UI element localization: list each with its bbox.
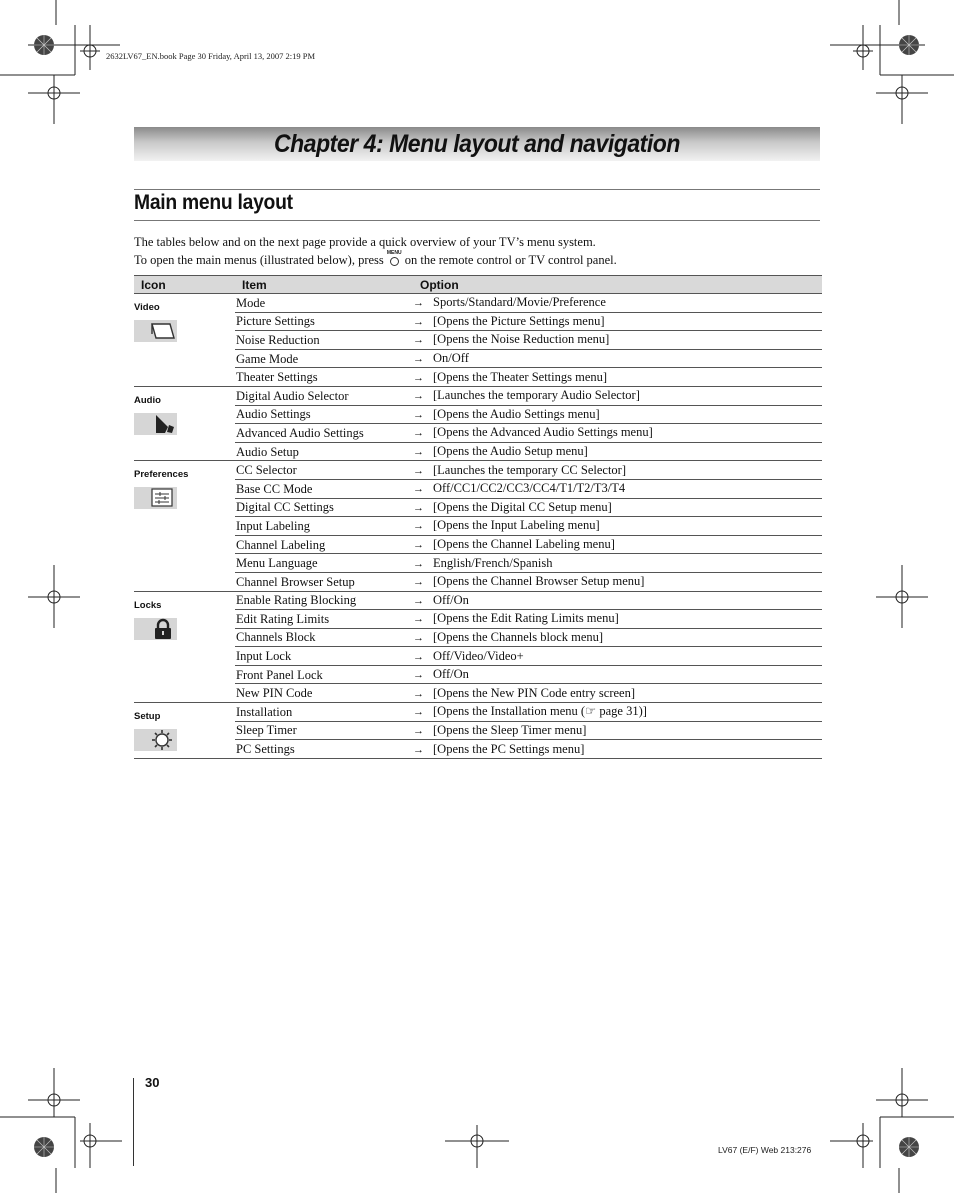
table-header-row bbox=[134, 276, 822, 294]
lock-icon bbox=[134, 618, 177, 640]
category-cell bbox=[134, 703, 235, 759]
menu-item-option-cell bbox=[413, 349, 822, 368]
arrow-right-icon: → bbox=[413, 390, 424, 403]
menu-item-option-cell bbox=[413, 535, 822, 554]
table-row bbox=[134, 405, 822, 424]
menu-item-option-cell bbox=[413, 721, 822, 740]
table-row bbox=[134, 424, 822, 443]
menu-overview-table bbox=[134, 275, 822, 759]
menu-item-name: Advanced Audio Settings bbox=[235, 424, 413, 443]
menu-item-name: Theater Settings bbox=[235, 368, 413, 387]
section-rule-top bbox=[134, 189, 820, 190]
arrow-right-icon: → bbox=[413, 594, 424, 607]
menu-item-option: [Launches the temporary Audio Selector] bbox=[433, 388, 640, 403]
table-row bbox=[134, 572, 822, 591]
category-label: Preferences bbox=[134, 469, 189, 481]
menu-item-name: Mode bbox=[235, 294, 413, 313]
menu-item-option: Off/CC1/CC2/CC3/CC4/T1/T2/T3/T4 bbox=[433, 481, 626, 496]
table-row bbox=[134, 479, 822, 498]
arrow-right-icon: → bbox=[413, 464, 424, 477]
menu-item-option-cell bbox=[413, 517, 822, 536]
menu-item-option: [Opens the Installation menu (☞ page 31)] bbox=[433, 704, 647, 719]
menu-key-label: MENU bbox=[386, 250, 402, 256]
menu-item-option: [Opens the Audio Settings menu] bbox=[433, 406, 600, 421]
menu-item-option-cell bbox=[413, 461, 822, 480]
table-row bbox=[134, 591, 822, 610]
menu-item-option: Off/On bbox=[433, 592, 469, 607]
table-row bbox=[134, 665, 822, 684]
menu-item-name: Input Lock bbox=[235, 647, 413, 666]
table-row bbox=[134, 331, 822, 350]
arrow-right-icon: → bbox=[413, 706, 424, 719]
category-cell bbox=[134, 461, 235, 591]
menu-item-option-cell bbox=[413, 572, 822, 591]
table-row bbox=[134, 312, 822, 331]
menu-item-name: Sleep Timer bbox=[235, 721, 413, 740]
arrow-right-icon: → bbox=[413, 427, 424, 440]
arrow-right-icon: → bbox=[413, 353, 424, 366]
menu-item-name: Digital Audio Selector bbox=[235, 386, 413, 405]
table-row bbox=[134, 647, 822, 666]
table-row bbox=[134, 554, 822, 573]
table-row bbox=[134, 535, 822, 554]
arrow-right-icon: → bbox=[413, 371, 424, 384]
page-number-rule bbox=[133, 1078, 134, 1166]
category-cell bbox=[134, 294, 235, 387]
arrow-right-icon: → bbox=[413, 650, 424, 663]
setup-gear-icon bbox=[134, 729, 177, 751]
intro-line-2-before: To open the main menus (illustrated below), press bbox=[134, 253, 387, 267]
table-row bbox=[134, 368, 822, 387]
menu-item-option-cell bbox=[413, 386, 822, 405]
table-row bbox=[134, 498, 822, 517]
category-label: Setup bbox=[134, 711, 161, 723]
footer-code: LV67 (E/F) Web 213:276 bbox=[718, 1145, 812, 1155]
arrow-right-icon: → bbox=[413, 408, 424, 421]
category-cell bbox=[134, 591, 235, 703]
menu-item-name: Edit Rating Limits bbox=[235, 610, 413, 629]
arrow-right-icon: → bbox=[413, 483, 424, 496]
table-row bbox=[134, 703, 822, 722]
menu-item-option-cell bbox=[413, 554, 822, 573]
table-row bbox=[134, 461, 822, 480]
menu-item-option: [Opens the Noise Reduction menu] bbox=[433, 332, 610, 347]
menu-item-name: Audio Settings bbox=[235, 405, 413, 424]
menu-item-name: CC Selector bbox=[235, 461, 413, 480]
category-cell bbox=[134, 386, 235, 460]
table-row bbox=[134, 442, 822, 461]
category-label: Locks bbox=[134, 599, 162, 611]
menu-item-name: Installation bbox=[235, 703, 413, 722]
menu-item-option: [Opens the Channel Browser Setup menu] bbox=[433, 574, 645, 589]
arrow-right-icon: → bbox=[413, 631, 424, 644]
table-row bbox=[134, 721, 822, 740]
menu-item-name: Front Panel Lock bbox=[235, 665, 413, 684]
menu-item-name: Digital CC Settings bbox=[235, 498, 413, 517]
menu-item-name: Channels Block bbox=[235, 628, 413, 647]
menu-item-option: Off/On bbox=[433, 667, 469, 682]
menu-item-name: New PIN Code bbox=[235, 684, 413, 703]
intro-line-1: The tables below and on the next page provide a quick overview of your TV’s menu system. bbox=[134, 235, 596, 249]
table-row bbox=[134, 740, 822, 759]
menu-item-option-cell bbox=[413, 312, 822, 331]
arrow-right-icon: → bbox=[413, 669, 424, 682]
table-row bbox=[134, 517, 822, 536]
menu-item-option-cell bbox=[413, 479, 822, 498]
menu-item-option: [Opens the Digital CC Setup menu] bbox=[433, 499, 612, 514]
menu-item-option-cell bbox=[413, 368, 822, 387]
intro-line-2-after: on the remote control or TV control panel. bbox=[401, 253, 617, 267]
section-title: Main menu layout bbox=[134, 191, 293, 214]
category-label: Video bbox=[134, 302, 160, 313]
menu-item-option: [Opens the PC Settings menu] bbox=[433, 741, 585, 756]
menu-item-name: Picture Settings bbox=[235, 312, 413, 331]
menu-item-name: Base CC Mode bbox=[235, 479, 413, 498]
arrow-right-icon: → bbox=[413, 520, 424, 533]
menu-item-name: Game Mode bbox=[235, 349, 413, 368]
menu-item-option-cell bbox=[413, 424, 822, 443]
menu-item-name: PC Settings bbox=[235, 740, 413, 759]
menu-item-option: [Opens the Theater Settings menu] bbox=[433, 369, 608, 384]
menu-item-option: [Opens the New PIN Code entry screen] bbox=[433, 685, 636, 700]
menu-item-option-cell bbox=[413, 703, 822, 722]
category-label: Audio bbox=[134, 394, 161, 406]
arrow-right-icon: → bbox=[413, 446, 424, 459]
menu-item-option: [Opens the Channels block menu] bbox=[433, 629, 604, 644]
menu-item-name: Enable Rating Blocking bbox=[235, 591, 413, 610]
arrow-right-icon: → bbox=[413, 315, 424, 328]
preferences-icon bbox=[134, 487, 177, 509]
section-rule-bottom bbox=[134, 220, 820, 221]
column-header-item: Item bbox=[235, 276, 413, 294]
menu-item-option: On/Off bbox=[433, 351, 469, 366]
menu-item-name: Menu Language bbox=[235, 554, 413, 573]
menu-item-option-cell bbox=[413, 442, 822, 461]
table-row bbox=[134, 684, 822, 703]
page-number: 30 bbox=[145, 1075, 160, 1090]
arrow-right-icon: → bbox=[413, 743, 424, 756]
menu-item-option: [Opens the Channel Labeling menu] bbox=[433, 537, 615, 552]
menu-item-name: Audio Setup bbox=[235, 442, 413, 461]
menu-item-option: English/French/Spanish bbox=[433, 555, 553, 570]
audio-icon bbox=[134, 413, 177, 435]
arrow-right-icon: → bbox=[413, 297, 424, 310]
table-row bbox=[134, 628, 822, 647]
menu-item-option: [Opens the Advanced Audio Settings menu] bbox=[433, 425, 653, 440]
menu-item-option: [Opens the Sleep Timer menu] bbox=[433, 722, 587, 737]
video-icon bbox=[134, 320, 177, 342]
menu-item-option-cell bbox=[413, 294, 822, 313]
menu-item-option-cell bbox=[413, 498, 822, 517]
menu-item-option-cell bbox=[413, 591, 822, 610]
print-header-line: 2632LV67_EN.book Page 30 Friday, April 13, 2007 2:19 PM bbox=[106, 51, 316, 61]
arrow-right-icon: → bbox=[413, 557, 424, 570]
menu-item-name: Channel Labeling bbox=[235, 535, 413, 554]
arrow-right-icon: → bbox=[413, 687, 424, 700]
menu-item-option: [Opens the Audio Setup menu] bbox=[433, 444, 588, 459]
menu-item-option-cell bbox=[413, 628, 822, 647]
table-row bbox=[134, 349, 822, 368]
intro-text bbox=[134, 233, 617, 269]
menu-item-name: Noise Reduction bbox=[235, 331, 413, 350]
arrow-right-icon: → bbox=[413, 613, 424, 626]
table-row bbox=[134, 610, 822, 629]
menu-button-icon bbox=[387, 251, 402, 266]
menu-item-option-cell bbox=[413, 610, 822, 629]
menu-item-option: [Opens the Input Labeling menu] bbox=[433, 518, 600, 533]
menu-item-option-cell bbox=[413, 684, 822, 703]
menu-item-option: [Launches the temporary CC Selector] bbox=[433, 462, 626, 477]
menu-item-option-cell bbox=[413, 405, 822, 424]
chapter-title: Chapter 4: Menu layout and navigation bbox=[274, 130, 680, 158]
arrow-right-icon: → bbox=[413, 724, 424, 737]
arrow-right-icon: → bbox=[413, 334, 424, 347]
column-header-option: Option bbox=[413, 276, 822, 294]
menu-item-option-cell bbox=[413, 331, 822, 350]
column-header-icon: Icon bbox=[134, 276, 235, 294]
menu-item-name: Channel Browser Setup bbox=[235, 572, 413, 591]
arrow-right-icon: → bbox=[413, 539, 424, 552]
table-row bbox=[134, 386, 822, 405]
menu-item-name: Input Labeling bbox=[235, 517, 413, 536]
arrow-right-icon: → bbox=[413, 576, 424, 589]
menu-item-option: Off/Video/Video+ bbox=[433, 648, 524, 663]
table-row bbox=[134, 294, 822, 313]
menu-item-option-cell bbox=[413, 740, 822, 759]
menu-item-option: Sports/Standard/Movie/Preference bbox=[433, 295, 606, 310]
arrow-right-icon: → bbox=[413, 501, 424, 514]
menu-item-option-cell bbox=[413, 665, 822, 684]
menu-item-option-cell bbox=[413, 647, 822, 666]
menu-item-option: [Opens the Edit Rating Limits menu] bbox=[433, 611, 619, 626]
intro-line-2 bbox=[134, 251, 617, 269]
menu-item-option: [Opens the Picture Settings menu] bbox=[433, 313, 605, 328]
